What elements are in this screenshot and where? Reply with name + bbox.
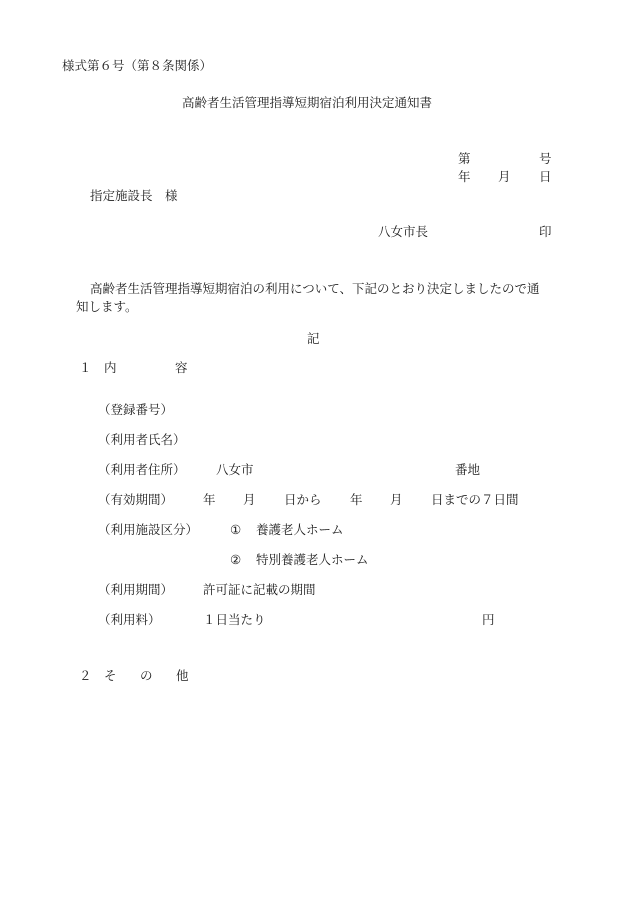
section2-title-char1: そ xyxy=(104,668,117,683)
section1-title-char2: 容 xyxy=(175,360,188,375)
facility-option2-mark: ② xyxy=(230,552,242,567)
issuer-seal: 印 xyxy=(539,224,552,239)
section1-title-char1: 内 xyxy=(104,360,117,375)
issuer-name: 八女市長 xyxy=(378,224,429,239)
section2-title-char2: の xyxy=(140,668,153,683)
validity-until: 日までの７日間 xyxy=(431,492,519,507)
facility-label: （利用施設区分） xyxy=(98,522,199,537)
doc-number-dai: 第 xyxy=(458,151,471,166)
address-suffix: 番地 xyxy=(455,462,481,477)
section1-number: １ xyxy=(79,360,92,375)
section2-number: ２ xyxy=(79,668,92,683)
validity-month2: 月 xyxy=(390,492,403,507)
document-title: 高齢者生活管理指導短期宿泊利用決定通知書 xyxy=(182,95,433,110)
validity-label: （有効期間） xyxy=(98,492,174,507)
fee-label: （利用料） xyxy=(98,612,161,627)
body-text-line2: 知します。 xyxy=(76,299,138,314)
registration-number-label: （登録番号） xyxy=(98,402,174,417)
form-number: 様式第６号（第８条関係） xyxy=(62,58,213,73)
ki-heading: 記 xyxy=(307,331,320,346)
validity-from: 日から xyxy=(284,492,322,507)
validity-year2: 年 xyxy=(350,492,363,507)
address-label: （利用者住所） xyxy=(98,462,186,477)
section2-title-char3: 他 xyxy=(176,668,189,683)
fee-per-day: １日当たり xyxy=(203,612,266,627)
validity-month1: 月 xyxy=(243,492,256,507)
fee-yen: 円 xyxy=(482,612,495,627)
address-city: 八女市 xyxy=(216,462,254,477)
doc-number-go: 号 xyxy=(539,151,552,166)
facility-option1: 養護老人ホーム xyxy=(256,522,344,537)
date-day: 日 xyxy=(539,169,552,184)
facility-option2: 特別養護老人ホーム xyxy=(256,552,369,567)
body-text-line1: 高齢者生活管理指導短期宿泊の利用について、下記のとおり決定しましたので通 xyxy=(90,281,540,296)
period-label: （利用期間） xyxy=(98,582,174,597)
date-year: 年 xyxy=(458,169,471,184)
facility-option1-mark: ① xyxy=(230,522,242,537)
addressee: 指定施設長 様 xyxy=(90,188,178,203)
user-name-label: （利用者氏名） xyxy=(98,432,186,447)
date-month: 月 xyxy=(498,169,511,184)
period-value: 許可証に記載の期間 xyxy=(203,582,316,597)
validity-year1: 年 xyxy=(203,492,216,507)
